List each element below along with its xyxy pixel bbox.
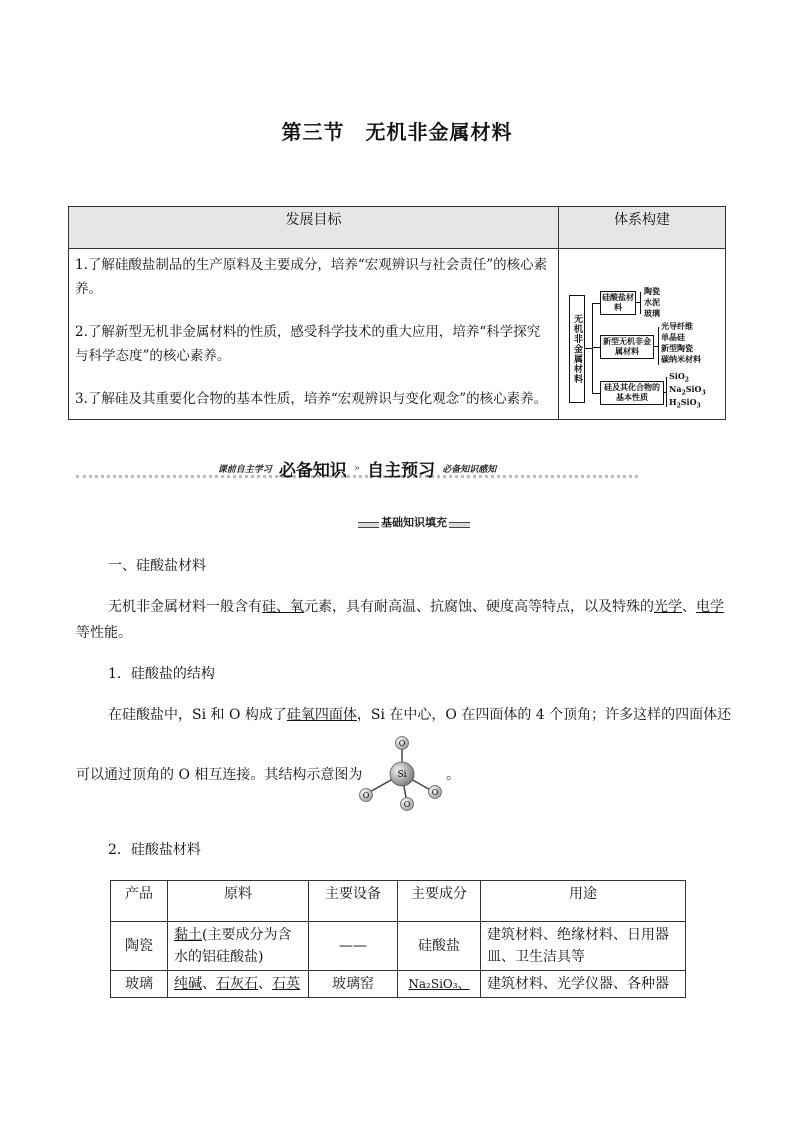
mindmap-cell (559, 249, 726, 420)
mindmap-leaf-sio2: SiO$_2$ (669, 371, 689, 384)
mindmap-branch-silicate: 硅酸盐材料 (600, 291, 636, 315)
goal-item: 3.了解硅及其重要化合物的基本性质，培养“宏观辨识与变化观念”的核心素养。 (75, 391, 548, 407)
table-header-row (111, 881, 686, 922)
banner-title-right: 自主预习 (367, 461, 436, 481)
mindmap-leaf: 水泥 (644, 297, 660, 307)
text-run: 、 (202, 976, 216, 992)
answer-blank: 硅氧四面体 (286, 707, 357, 723)
section-tag-label: 基础知识填充 (381, 516, 447, 529)
column-header: 主要成分 (398, 881, 481, 922)
answer-blank: 光学 (654, 599, 682, 615)
column-header: 产品 (111, 881, 168, 922)
silicate-materials-table (110, 880, 686, 998)
o-atom-label: O (398, 739, 406, 748)
goals-table (68, 206, 726, 420)
text-run: 、 (682, 599, 696, 615)
mindmap-leaf: 新型陶瓷 (661, 343, 693, 353)
mindmap-leaf: 单晶硅 (661, 332, 685, 342)
system-mindmap (559, 259, 725, 409)
cell-product: 陶瓷 (111, 922, 168, 971)
text-run: 元素，具有耐高温、抗腐蚀、硬度高等特点，以及特殊的 (304, 599, 654, 615)
goal-item: 2.了解新型无机非金属材料的性质，感受科学技术的重大应用，培养“科学探究与科学态度”的核心素养。 (75, 324, 541, 364)
banner-left-caption: 课前自主学习 (217, 465, 272, 475)
mindmap-connector (592, 393, 600, 394)
banner-right-caption: 必备知识感知 (442, 465, 497, 475)
cell-raw-materials (168, 922, 309, 971)
answer-blank: 电学 (696, 599, 724, 615)
table-row (111, 971, 686, 998)
subheading-structure: 1．硅酸盐的结构 (108, 666, 215, 682)
paragraph-line (108, 704, 731, 726)
mindmap-leaf: 光导纤维 (661, 321, 693, 331)
cell-raw-materials (168, 971, 309, 998)
mindmap-root: 无机非金属材料 (569, 295, 585, 403)
column-header: 用途 (481, 881, 686, 922)
cell-component: Na₂SiO₃、 (398, 971, 481, 998)
mindmap-connector (584, 348, 592, 349)
o-atom-label: O (403, 800, 411, 809)
o-atom-label: O (431, 788, 439, 797)
paragraph-line: 。 (446, 767, 460, 783)
text-run: 、 (258, 976, 272, 992)
si-atom-label: Si (397, 770, 407, 780)
goals-header-left: 发展目标 (69, 207, 559, 249)
mindmap-connector (658, 327, 659, 365)
paragraph-line: 可以通过顶角的 O 相互连接。其结构示意图为 (76, 767, 363, 783)
o-atom-label: O (362, 791, 370, 800)
text-run: 无机非金属材料一般含有 (108, 599, 262, 615)
paragraph-line (108, 596, 724, 618)
mindmap-connector (592, 303, 600, 304)
paragraph-line: 等性能。 (76, 625, 132, 641)
mindmap-leaf-h2sio3: $H_2SiO_3$ (669, 397, 701, 410)
silicon-oxygen-tetrahedron-diagram (352, 736, 448, 812)
mindmap-connector (640, 292, 641, 314)
mindmap-connector (592, 347, 600, 348)
mindmap-leaf: 陶瓷 (644, 286, 660, 296)
goals-header-right: 体系构建 (559, 207, 726, 249)
heading-silicate-materials: 一、硅酸盐材料 (108, 558, 206, 574)
banner-title-left: 必备知识 (278, 461, 347, 481)
section-banner (76, 456, 638, 482)
answer-blank: 纯碱 (174, 976, 202, 992)
page-title: 第三节 无机非金属材料 (281, 120, 513, 144)
text-run: 在硅酸盐中，Si 和 O 构成了 (108, 707, 287, 723)
mindmap-leaf: 碳纳米材料 (661, 354, 701, 364)
cell-product: 玻璃 (111, 971, 168, 998)
answer-blank: 石灰石 (216, 976, 258, 992)
mindmap-branch-silicon: 硅及其化合物的基本性质 (600, 381, 664, 405)
text-run: ，Si 在中心，O 在四面体的 4 个顶角；许多这样的四面体还 (356, 707, 732, 723)
answer-blank: 硅、氧 (262, 599, 304, 615)
column-header: 原料 (168, 881, 309, 922)
cell-use: 建筑材料、光学仪器、各种器 (481, 971, 686, 998)
cell-use: 建筑材料、绝缘材料、日用器皿、卫生洁具等 (481, 922, 686, 971)
mindmap-branch-new-materials: 新型无机非金属材料 (600, 335, 654, 359)
section-tag (358, 516, 470, 530)
mindmap-connector (592, 303, 593, 393)
banner-arrow-icon: » (353, 463, 361, 474)
mindmap-leaf: 玻璃 (644, 308, 660, 318)
answer-blank: 黏土 (174, 927, 202, 943)
mindmap-connector (666, 377, 667, 407)
cell-equipment: 玻璃窑 (309, 971, 398, 998)
text-run: (主要成分为含水的铝硅酸盐) (174, 927, 292, 965)
column-header: 主要设备 (309, 881, 398, 922)
cell-equipment: —— (309, 922, 398, 971)
subheading-materials: 2．硅酸盐材料 (108, 842, 201, 858)
answer-blank: 石英 (272, 976, 300, 992)
table-row (111, 922, 686, 971)
cell-component: 硅酸盐 (398, 922, 481, 971)
goal-item: 1.了解硅酸盐制品的生产原料及主要成分，培养“宏观辨识与社会责任”的核心素养。 (75, 257, 548, 297)
mindmap-leaf-na2sio3: $Na_2SiO_3$ (669, 384, 706, 397)
goals-cell (69, 249, 559, 420)
